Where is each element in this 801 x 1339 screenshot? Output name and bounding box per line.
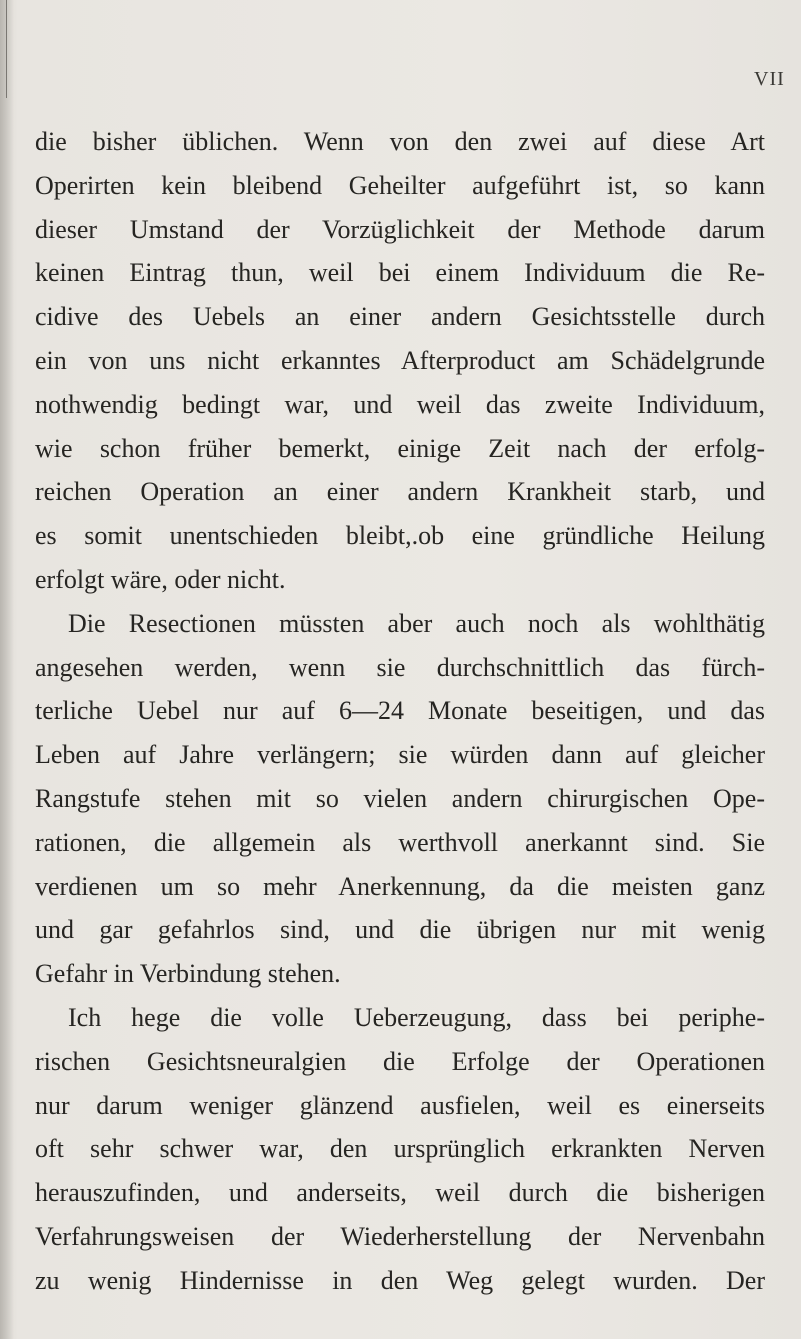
text-line: zu wenig Hindernisse in den Weg gelegt wurden. Der: [35, 1265, 765, 1295]
text-line: herauszufinden, und anderseits, weil durch die bisherigen: [35, 1178, 765, 1208]
text-line: erfolgt wäre, oder nicht.: [35, 564, 286, 594]
text-line: die bisher üblichen. Wenn von den zwei auf diese Art: [35, 127, 765, 156]
text-line: Rangstufe stehen mit so vielen andern chirurgischen Ope-: [35, 783, 765, 813]
text-line: nur darum weniger glänzend ausfielen, weil es einerseits: [35, 1090, 765, 1120]
page-number: VII: [754, 68, 785, 90]
text-line: rationen, die allgemein als werthvoll anerkannt sind. Sie: [35, 827, 765, 857]
text-line: dieser Umstand der Vorzüglichkeit der Methode darum: [35, 214, 765, 244]
binding-shadow: [0, 0, 14, 1339]
page-edge-mark: [6, 0, 7, 98]
text-line: Verfahrungsweisen der Wiederherstellung der Nervenbahn: [35, 1221, 765, 1251]
text-line: Operirten kein bleibend Geheilter aufgeführt ist, so kann: [35, 170, 765, 200]
text-line: keinen Eintrag thun, weil bei einem Individuum die Re-: [35, 258, 765, 288]
text-line: terliche Uebel nur auf 6—24 Monate beseitigen, und das: [35, 696, 765, 726]
text-line: Gefahr in Verbindung stehen.: [35, 959, 341, 989]
text-line: und gar gefahrlos sind, und die übrigen nur mit wenig: [35, 915, 765, 945]
text-line: angesehen werden, wenn sie durchschnittlich das fürch-: [35, 652, 765, 682]
text-line: nothwendig bedingt war, und weil das zweite Individuum,: [35, 389, 765, 419]
text-line: Ich hege die volle Ueberzeugung, dass bei periphe-: [68, 1002, 765, 1032]
text-line: Die Resectionen müssten aber auch noch als wohlthätig: [68, 608, 765, 638]
text-line: verdienen um so mehr Anerkennung, da die meisten ganz: [35, 871, 765, 901]
text-line: es somit unentschieden bleibt,.ob eine gründliche Heilung: [35, 521, 765, 551]
text-line: Leben auf Jahre verlängern; sie würden dann auf gleicher: [35, 740, 765, 770]
text-line: reichen Operation an einer andern Krankheit starb, und: [35, 477, 765, 507]
text-line: oft sehr schwer war, den ursprünglich erkrankten Nerven: [35, 1134, 765, 1164]
text-line: cidive des Uebels an einer andern Gesichtsstelle durch: [35, 302, 765, 332]
text-line: wie schon früher bemerkt, einige Zeit nach der erfolg-: [35, 433, 765, 463]
body-text: [35, 120, 765, 1303]
text-line: rischen Gesichtsneuralgien die Erfolge der Operationen: [35, 1046, 765, 1076]
text-line: ein von uns nicht erkanntes Afterproduct am Schädelgrunde: [35, 345, 765, 375]
